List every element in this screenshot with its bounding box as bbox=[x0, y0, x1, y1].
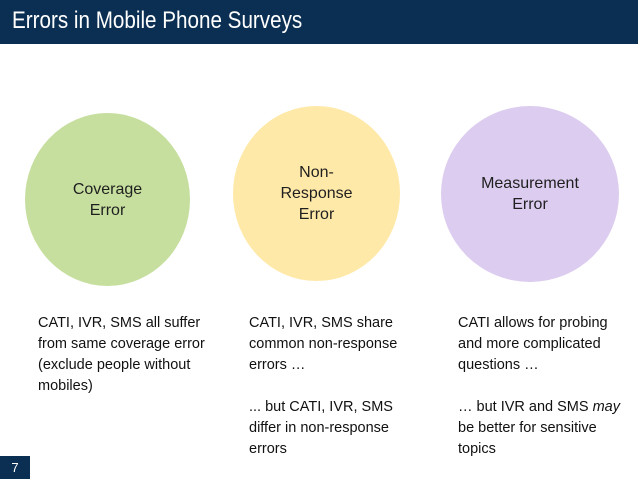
coverage-text: CATI, IVR, SMS all suffer from same coverage error (exclude people without mobiles) bbox=[38, 315, 205, 394]
measurement-text-2-emphasis: may bbox=[592, 399, 620, 415]
measurement-text-2-before: … but IVR and SMS bbox=[458, 399, 593, 415]
nonresponse-text-1: CATI, IVR, SMS share common non-response errors … bbox=[249, 315, 398, 373]
nonresponse-text-2: ... but CATI, IVR, SMS differ in non-response errors bbox=[249, 399, 393, 457]
nonresponse-error-circle bbox=[233, 106, 400, 281]
page-number: 7 bbox=[0, 456, 30, 479]
coverage-error-label: Coverage Error bbox=[72, 180, 143, 219]
slide-title: Errors in Mobile Phone Surveys bbox=[12, 7, 303, 34]
nonresponse-description bbox=[249, 313, 419, 460]
measurement-text-1: CATI allows for probing and more complicated questions … bbox=[458, 315, 608, 373]
title-bar bbox=[0, 0, 638, 44]
nonresponse-error-label: Non- Response Error bbox=[280, 164, 353, 223]
coverage-description bbox=[38, 313, 208, 397]
measurement-error-circle bbox=[441, 106, 619, 282]
measurement-description bbox=[458, 313, 628, 460]
coverage-error-circle bbox=[25, 113, 190, 286]
measurement-error-label: Measurement Error bbox=[481, 175, 579, 213]
measurement-text-2 bbox=[458, 397, 628, 460]
measurement-text-2-after: be better for sensitive topics bbox=[458, 420, 597, 457]
